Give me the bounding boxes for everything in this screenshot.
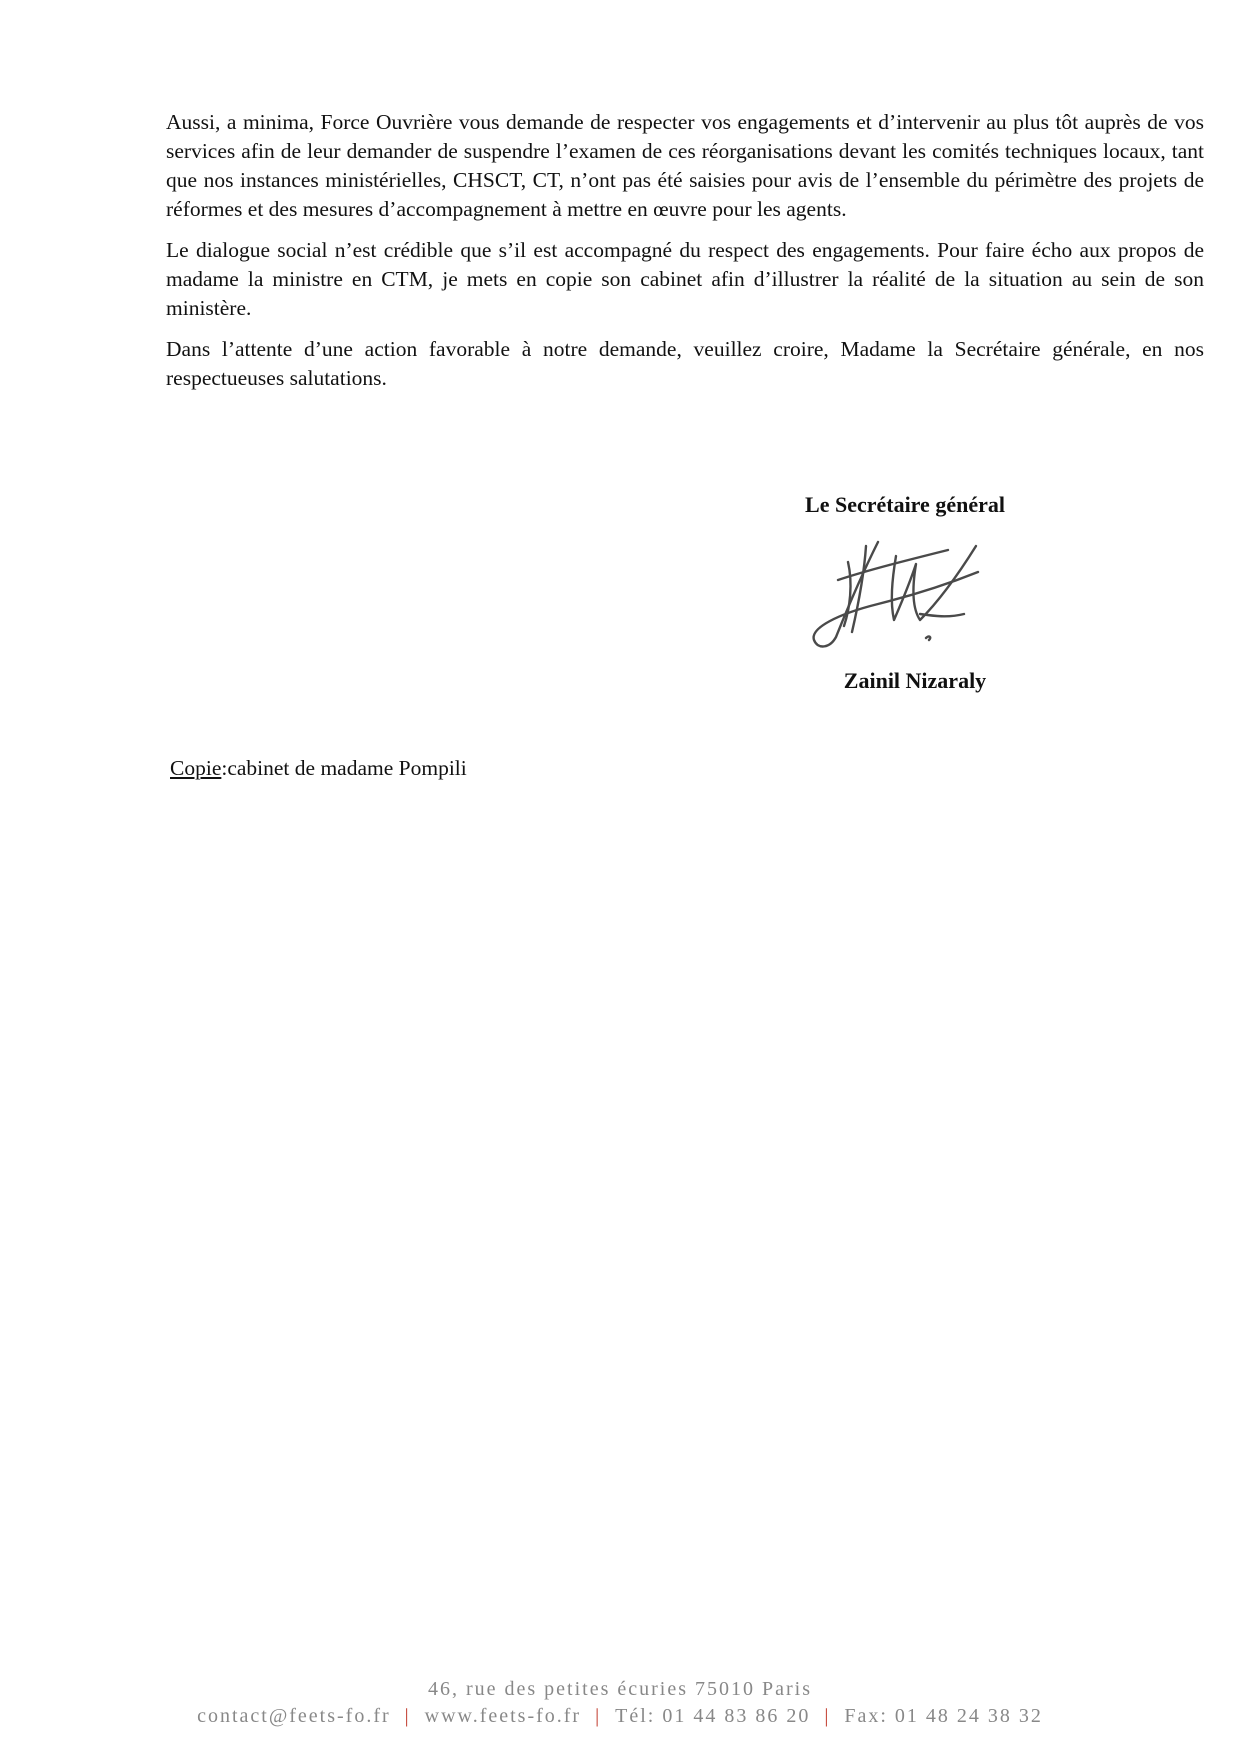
separator: | (404, 1705, 411, 1727)
signatory-name: Zainil Nizaraly (843, 668, 987, 693)
separator: | (595, 1705, 602, 1727)
paragraph: Dans l’attente d’une action favorable à notre demande, veuillez croire, Madame la Secrétaire générale, en nos respectueuses salutations. (166, 337, 1204, 390)
footer (0, 1676, 1240, 1730)
copy-line (170, 756, 467, 781)
letter-body (166, 108, 1204, 405)
footer-email-link[interactable]: contact@feets-fo.fr (197, 1705, 391, 1727)
paragraph: Aussi, a minima, Force Ouvrière vous demande de respecter vos engagements et d’intervenir au plus tôt auprès de vos services afin de leur demander de suspendre l’examen de ces réorganisations devant les comités techniques locaux, tant que nos instances ministérielles, CHSCT, CT, n’ont pas été saisies pour avis de l’ensemble du périmètre des projets de réformes et des mesures d’accompagnement à mettre en œuvre pour les agents. (166, 110, 1204, 221)
separator: | (824, 1705, 831, 1727)
copy-label: Copie (170, 756, 222, 780)
footer-fax: Fax: 01 48 24 38 32 (844, 1705, 1043, 1727)
paragraph: Le dialogue social n’est crédible que s’il est accompagné du respect des engagements. Pour faire écho aux propos de madame la ministre en CTM, je mets en copie son cabinet afin d’illustrer la réalité de la situation au sein de son ministère. (166, 238, 1204, 320)
copy-text: :cabinet de madame Pompili (221, 756, 467, 780)
footer-contacts (0, 1702, 1240, 1730)
footer-website-link[interactable]: www.feets-fo.fr (424, 1705, 582, 1727)
footer-phone: Tél: 01 44 83 86 20 (615, 1705, 811, 1727)
signatory-title: Le Secrétaire général (805, 492, 1005, 517)
footer-address: 46, rue des petites écuries 75010 Paris (427, 1678, 813, 1700)
handwritten-signature (808, 522, 984, 654)
